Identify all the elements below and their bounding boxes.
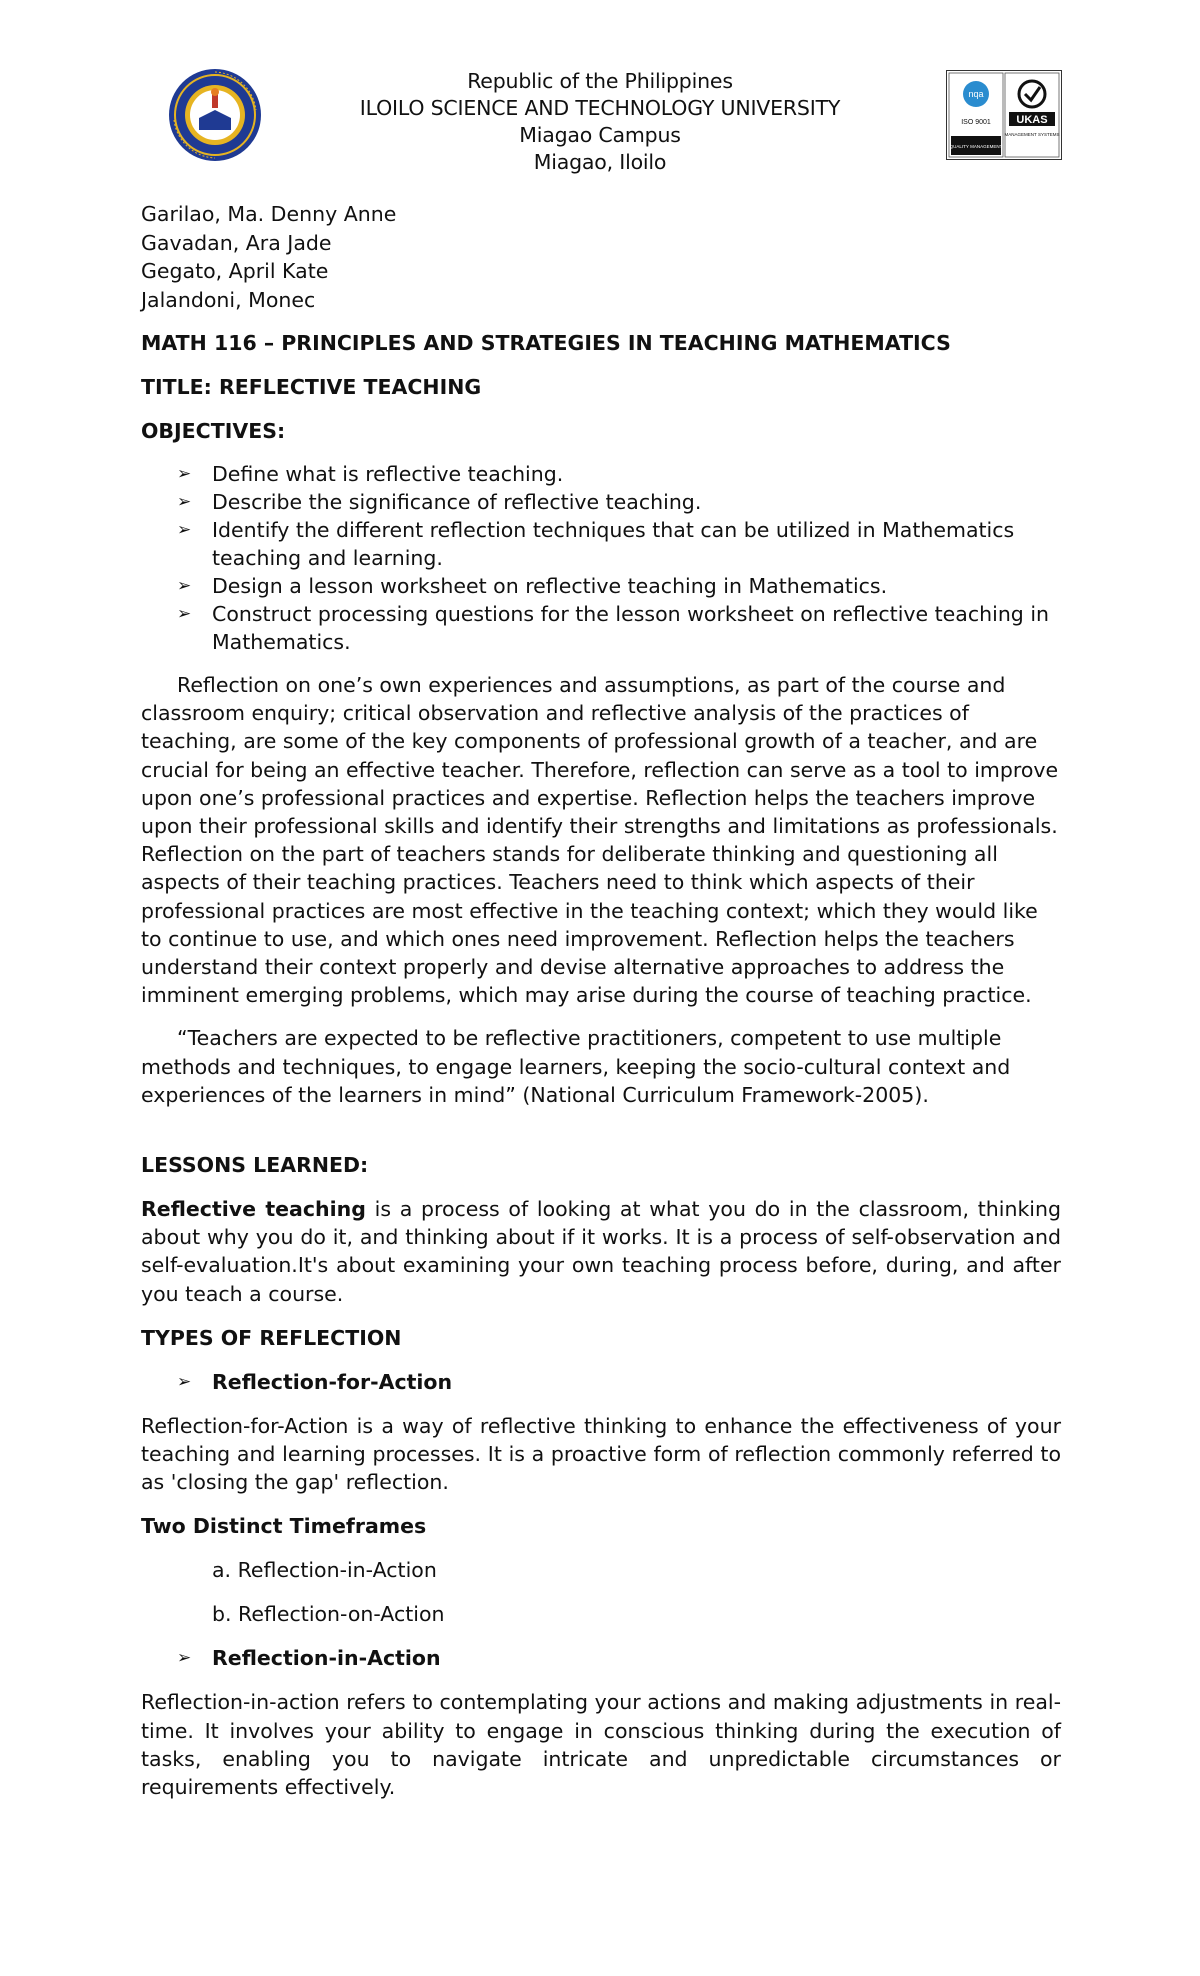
document-title: TITLE: REFLECTIVE TEACHING — [141, 375, 482, 399]
management-systems-text: MANAGEMENT SYSTEMS — [1004, 132, 1060, 137]
iso-text: ISO 9001 — [961, 119, 991, 126]
header-line-campus: Miagao Campus — [519, 123, 681, 147]
arrow-bullet-icon: ➢ — [177, 1648, 192, 1669]
reflection-paragraph: Reflection on one’s own experiences and assumptions, as part of the course and classroom enquiry; critical observation and reflective analysis of the practices of teaching, are some of the key components of professional growth of a teacher, and are crucial for being an effective teacher. Therefore, reflection can serve as a tool to improve upon one’s professional practices and expertise. Reflection helps the teachers improve upon their professional skills and identify their strengths and limitations as professionals. Reflection on the part of teachers stands for deliberate thinking and questioning all aspects of their teaching practices. Teachers need to think which aspects of their professional practices are most effective in the teaching context; which they would like to continue to use, and which ones need improvement. Reflection helps the teachers understand their context properly and devise alternative approaches to address the imminent emerging problems, which may arise during the course of teaching practice. — [141, 673, 1059, 1008]
author-name: Garilao, Ma. Denny Anne — [141, 202, 397, 226]
reflection-in-action-heading: ➢ Reflection-in-Action — [177, 1646, 441, 1671]
types-of-reflection-heading: TYPES OF REFLECTION — [141, 1325, 402, 1350]
objective-item: ➢ Design a lesson worksheet on reflective teaching in Mathematics. — [177, 574, 888, 598]
reflective-teaching-term: Reflective teaching — [141, 1197, 366, 1222]
iso-ukas-certification-logo — [946, 70, 1062, 160]
reflection-for-action-heading: ➢ Reflection-for-Action — [177, 1369, 453, 1394]
objective-item: ➢ Identify the different reflection techniques that can be utilized in Mathematics teaching and learning. — [177, 518, 1015, 570]
header-line-university: ILOILO SCIENCE AND TECHNOLOGY UNIVERSITY — [359, 96, 841, 120]
objective-item: ➢ Define what is reflective teaching. — [177, 462, 564, 486]
objectives-list — [141, 460, 1061, 656]
ukas-text: UKAS — [1016, 114, 1048, 126]
objective-item: ➢ Construct processing questions for the lesson worksheet on reflective teaching in Mathematics. — [177, 602, 1050, 654]
header-line-location: Miagao, Iloilo — [533, 150, 667, 174]
ncf-quote-paragraph: “Teachers are expected to be reflective practitioners, competent to use multiple methods and techniques, to engage learners, keeping the socio-cultural context and experiences of the learners in mind” (National Curriculum Framework-2005). — [141, 1026, 1011, 1107]
objectives-heading: OBJECTIVES: — [141, 419, 286, 443]
author-name: Gegato, April Kate — [141, 259, 329, 283]
author-name: Jalandoni, Monec — [141, 287, 316, 312]
timeframe-item: a. Reflection-in-Action — [212, 1558, 437, 1583]
header-line-republic: Republic of the Philippines — [467, 69, 733, 93]
reflection-for-action-text: Reflection-for-Action is a way of reflective thinking to enhance the effectiveness of your teaching and learning processes. It is a proactive form of reflection commonly referred to as 'closing the gap' reflection. — [141, 1413, 1061, 1495]
quality-management-text: QUALITY MANAGEMENT — [949, 144, 1003, 149]
reflection-in-action-bullet — [141, 1644, 1061, 1672]
objective-item: ➢ Describe the significance of reflective teaching. — [177, 490, 702, 514]
nqa-text: nqa — [968, 89, 984, 99]
reflective-teaching-definition — [141, 1195, 1061, 1308]
author-name: Gavadan, Ara Jade — [141, 230, 332, 255]
arrow-bullet-icon: ➢ — [177, 1371, 192, 1392]
timeframes-heading: Two Distinct Timeframes — [141, 1514, 427, 1539]
author-list — [141, 200, 1061, 314]
arrow-bullet-icon: ➢ — [177, 464, 192, 484]
arrow-bullet-icon: ➢ — [177, 576, 192, 596]
arrow-bullet-icon: ➢ — [177, 520, 192, 540]
timeframe-item: b. Reflection-on-Action — [212, 1602, 445, 1627]
course-title: MATH 116 – PRINCIPLES AND STRATEGIES IN TEACHING MATHEMATICS — [141, 331, 951, 355]
document-body — [141, 200, 1061, 1801]
arrow-bullet-icon: ➢ — [177, 604, 192, 624]
reflection-in-action-text: Reflection-in-action refers to contemplating your actions and making adjustments in real-time. It involves your ability to engage in conscious thinking during the execution of tasks, enabling you to navigate intricate and unpredictable circumstances or requirements effectively. — [141, 1690, 1061, 1800]
timeframes-list — [141, 1556, 1061, 1628]
reflection-for-action-bullet — [141, 1368, 1061, 1396]
reflective-teaching-text: is a process of looking at what you do in the classroom, thinking about why you do it, and thinking about if it works. It is a process of self-observation and self-evaluation.It's about examining your own teaching process before, during, and after you teach a course. — [141, 1197, 1062, 1306]
lessons-learned-heading: LESSONS LEARNED: — [141, 1153, 369, 1178]
arrow-bullet-icon: ➢ — [177, 492, 192, 512]
